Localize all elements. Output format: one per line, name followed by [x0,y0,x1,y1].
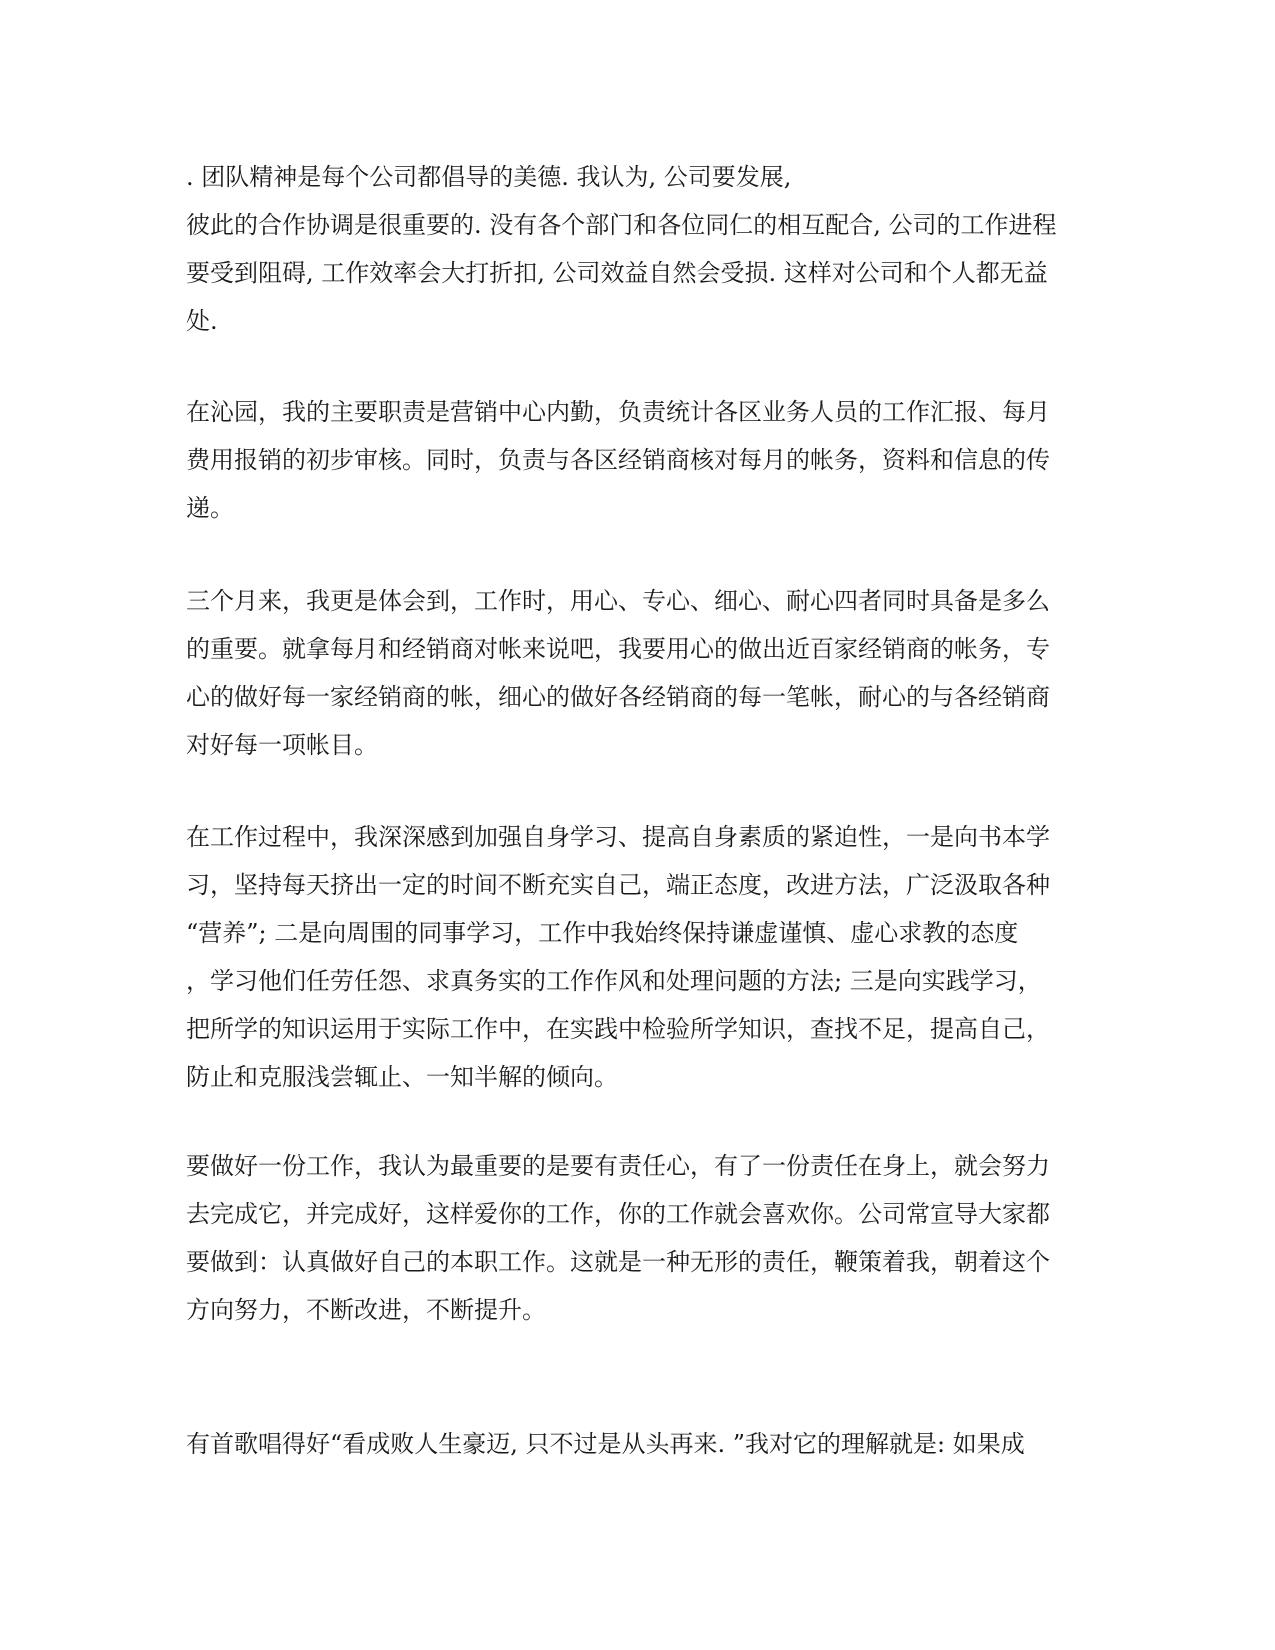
paragraph-job-duties [186,388,1096,532]
text-line: 要做好一份工作，我认为最重要的是要有责任心，有了一份责任在身上，就会努力 [186,1152,1050,1180]
text-line: 有首歌唱得好“看成败人生豪迈, 只不过是从头再来. ”我对它的理解就是: 如果成 [186,1430,1025,1458]
text-line: 去完成它，并完成好，这样爱你的工作，你的工作就会喜欢你。公司常宣导大家都 [186,1200,1050,1228]
paragraph-self-learning [186,813,1096,1101]
text-line: 处. [186,307,218,335]
text-line: 方向努力，不断改进，不断提升。 [186,1296,546,1324]
text-line: 习，坚持每天挤出一定的时间不断充实自己，端正态度，改进方法，广泛汲取各种 [186,871,1050,899]
text-line: 把所学的知识运用于实际工作中，在实践中检验所学知识，查找不足，提高自己， [186,1015,1050,1043]
text-line: 防止和克服浅尝辄止、一知半解的倾向。 [186,1063,618,1091]
text-line: ，学习他们任劳任怨、求真务实的工作作风和处理问题的方法; 三是向实践学习， [186,967,1042,995]
text-line: 在工作过程中，我深深感到加强自身学习、提高自身素质的紧迫性，一是向书本学 [186,823,1050,851]
paragraph-responsibility [186,1142,1096,1334]
text-line: 彼此的合作协调是很重要的. 没有各个部门和各位同仁的相互配合, 公司的工作进程 [186,211,1057,239]
text-line: 要做到：认真做好自己的本职工作。这就是一种无形的责任，鞭策着我，朝着这个 [186,1248,1050,1276]
text-line: 心的做好每一家经销商的帐，细心的做好各经销商的每一笔帐，耐心的与各经销商 [186,683,1050,711]
text-line: 的重要。就拿每月和经销商对帐来说吧，我要用心的做出近百家经销商的帐务，专 [186,635,1050,663]
text-line: 三个月来，我更是体会到，工作时，用心、专心、细心、耐心四者同时具备是多么 [186,587,1050,615]
text-line: 要受到阻碍, 工作效率会大打折扣, 公司效益自然会受损. 这样对公司和个人都无益 [186,259,1048,287]
text-line: . 团队精神是每个公司都倡导的美德. 我认为, 公司要发展, [186,163,792,191]
paragraph-song-quote [186,1420,1096,1468]
text-line: 递。 [186,494,234,522]
text-line: 对好每一项帐目。 [186,731,378,759]
text-line: “营养”; 二是向周围的同事学习，工作中我始终保持谦虚谨慎、虚心求教的态度 [186,919,1019,947]
text-line: 费用报销的初步审核。同时，负责与各区经销商核对每月的帐务，资料和信息的传 [186,446,1050,474]
paragraph-team-spirit [186,153,1096,345]
text-line: 在沁园，我的主要职责是营销中心内勤，负责统计各区业务人员的工作汇报、每月 [186,398,1050,426]
paragraph-three-months [186,577,1096,769]
